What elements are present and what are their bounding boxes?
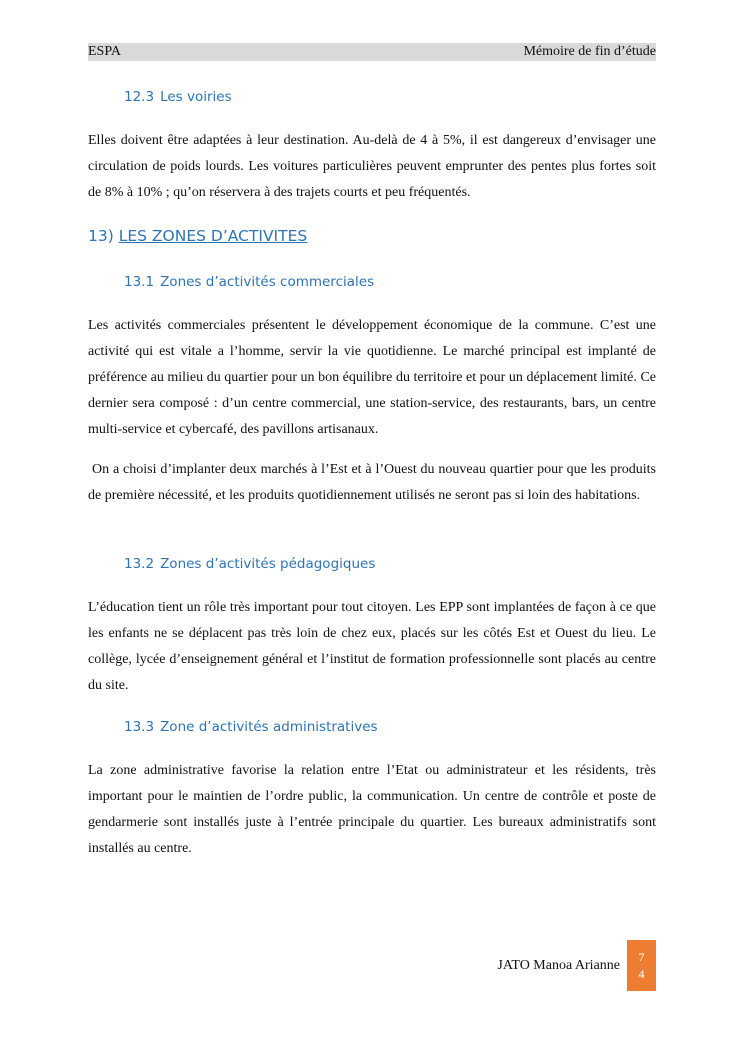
heading-13 (88, 227, 307, 245)
heading-number: 13) (88, 227, 114, 245)
page-number-badge (627, 940, 656, 991)
heading-13-2 (124, 556, 375, 572)
heading-title: Les voiries (160, 89, 232, 105)
paragraph-administratives: La zone administrative favorise la relation entre l’Etat ou administrateur et les résidents, très important pour le maintien de l’ordre public, la communication. Un centre de contrôle et poste de gendarmerie sont installés juste à l’entrée principale du quartier. Les bureaux administratifs sont installés au centre. (88, 763, 656, 856)
heading-13-1 (124, 274, 374, 290)
heading-number: 13.3 (124, 719, 155, 735)
page-number-line-2: 4 (638, 966, 645, 981)
paragraph-commerciales-1: Les activités commerciales présentent le développement économique de la commune. C’est une activité qui est vitale a l’homme, servir la vie quotidienne. Le marché principal est implanté de préférence au milieu du quartier pour un bon équilibre du territoire et pour un déplacement limité. Ce dernier sera composé : d’un centre commercial, une station-service, des restaurants, bars, un centre multi-service et cybercafé, des pavillons artisanaux. (88, 318, 656, 437)
paragraph-voiries: Elles doivent être adaptées à leur destination. Au-delà de 4 à 5%, il est dangereux d’envisager une circulation de poids lourds. Les voitures particulières peuvent emprunter des pentes plus fortes soit de 8% à 10% ; qu’on réservera à des trajets courts et peu fréquentés. (88, 133, 656, 200)
heading-title: Zones d’activités pédagogiques (160, 556, 376, 572)
heading-number: 13.1 (124, 274, 155, 290)
paragraph-pedagogiques: L’éducation tient un rôle très important pour tout citoyen. Les EPP sont implantées de façon à ce que les enfants ne se déplacent pas très loin de chez eux, placés sur les côtés Est et Ouest du lieu. Le collège, lycée d’enseignement général et l’institut de formation professionnelle sont placés au centre du site. (88, 600, 656, 693)
paragraph-commerciales-2: On a choisi d’implanter deux marchés à l’Est et à l’Ouest du nouveau quartier pour que les produits de première nécessité, et les produits quotidiennement utilisés ne seront pas si loin des habitations. (88, 462, 656, 503)
heading-title: Zone d’activités administratives (160, 719, 378, 735)
page-number-line-1: 7 (638, 949, 645, 964)
heading-number: 12.3 (124, 89, 155, 105)
footer-author: JATO Manoa Arianne (497, 958, 620, 973)
heading-13-3 (124, 719, 378, 735)
page-header (88, 43, 656, 61)
heading-title: LES ZONES D’ACTIVITES (118, 227, 308, 245)
heading-title: Zones d’activités commerciales (160, 274, 375, 290)
heading-number: 13.2 (124, 556, 155, 572)
header-left: ESPA (88, 44, 121, 59)
heading-12-3 (124, 89, 232, 105)
header-right: Mémoire de fin d’étude (523, 44, 656, 59)
